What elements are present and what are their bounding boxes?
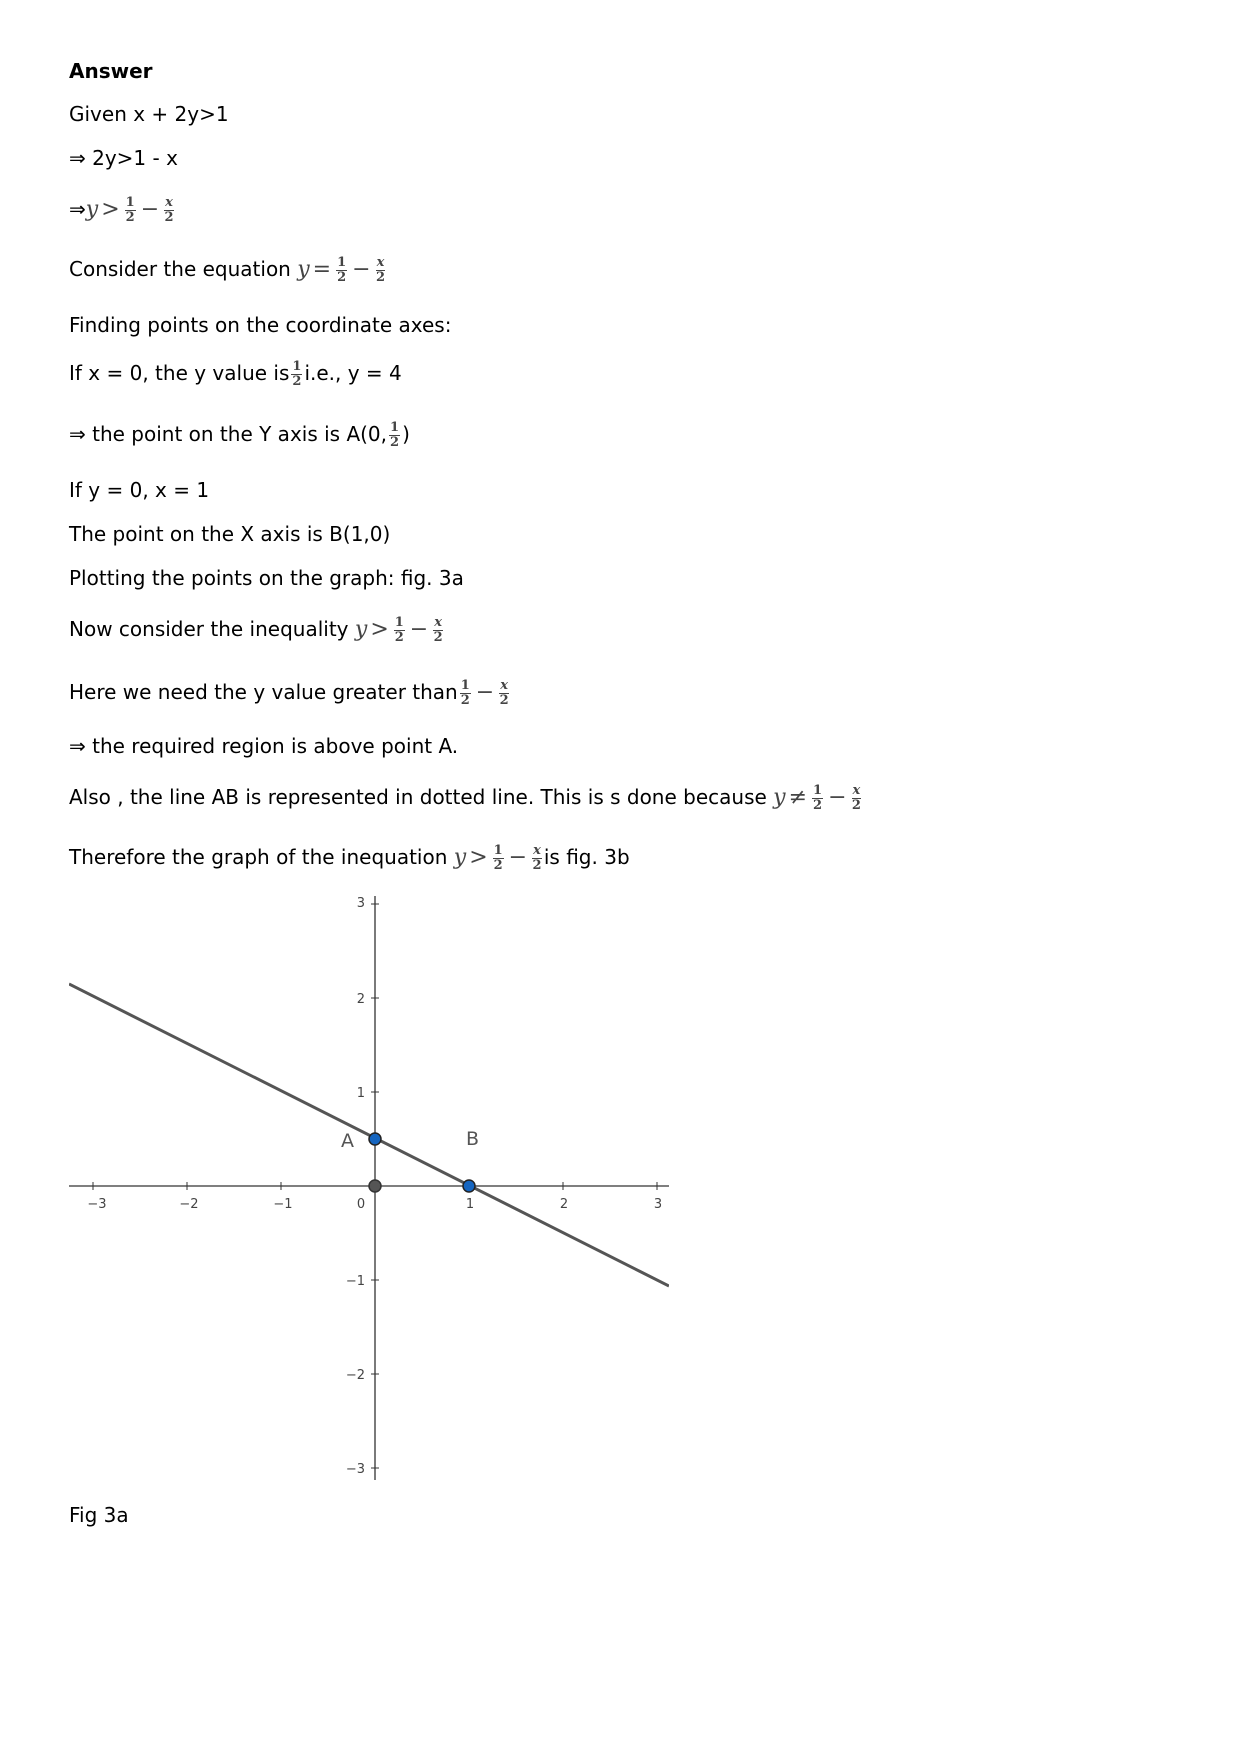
also-line [69, 784, 863, 813]
math-y: y [773, 785, 786, 810]
here-need-line [69, 679, 511, 708]
point-b [463, 1180, 475, 1192]
fraction-half: $\frac{1}{2}$ [394, 615, 404, 645]
fraction-x-half: $\frac{x}{2}$ [433, 615, 443, 645]
now-consider-text: Now consider the inequality [69, 617, 349, 641]
consider-text: Consider the equation [69, 257, 291, 281]
point-a [369, 1133, 381, 1145]
math-minus: − [508, 845, 528, 870]
origin-point [369, 1180, 381, 1192]
if-x0-line [69, 360, 402, 389]
fraction-x-half: $\frac{x}{2}$ [499, 678, 509, 708]
step1-line: ⇒ 2y>1 - x [69, 146, 178, 170]
if-y0-line: If y = 0, x = 1 [69, 478, 210, 502]
step2-arrow: ⇒ [69, 197, 86, 221]
point-b-label: B [466, 1128, 480, 1150]
fraction-half: $\frac{1}{2}$ [813, 783, 823, 813]
y-tick-label: −3 [345, 1462, 365, 1477]
x-tick-label: −1 [273, 1197, 293, 1212]
math-y: y [453, 845, 467, 870]
math-minus: − [828, 785, 847, 810]
y-tick-label: 3 [356, 896, 365, 911]
math-minus: − [140, 197, 160, 222]
consider-line [69, 256, 387, 285]
fig-3a-graph [69, 890, 669, 1490]
y-tick-label: 1 [356, 1086, 365, 1101]
therefore-line [69, 844, 630, 873]
x-tick-label: 0 [356, 1197, 366, 1212]
fraction-x-half: $\frac{x}{2}$ [851, 783, 861, 813]
also-text: Also , the line AB is represented in dotted line. This is s done because [69, 785, 767, 809]
x-tick-label: 2 [559, 1197, 569, 1212]
x-tick-label: −3 [87, 1197, 107, 1212]
fraction-half: $\frac{1}{2}$ [337, 255, 347, 285]
step2-line [69, 196, 176, 225]
y-tick-label: 2 [356, 992, 365, 1007]
now-consider-line [69, 616, 445, 645]
plotting-line: Plotting the points on the graph: fig. 3a [69, 566, 464, 590]
given-line: Given x + 2y>1 [69, 102, 229, 126]
fraction-half: $\frac{1}{2}$ [460, 678, 470, 708]
fraction-half: $\frac{1}{2}$ [292, 359, 302, 389]
fraction-half: $\frac{1}{2}$ [493, 843, 503, 873]
pointA-line [69, 421, 410, 450]
x-tick-label: 3 [653, 1197, 663, 1212]
finding-line: Finding points on the coordinate axes: [69, 313, 452, 337]
therefore-suffix: is fig. 3b [543, 845, 630, 869]
pointA-prefix: ⇒ the point on the Y axis is A(0, [69, 422, 388, 446]
math-minus: − [352, 257, 371, 282]
math-gt: > [101, 197, 120, 222]
pointA-suffix: ) [402, 422, 410, 446]
math-gt: > [469, 845, 488, 870]
fraction-half: $\frac{1}{2}$ [125, 195, 135, 225]
x-tick-label: −2 [179, 1197, 199, 1212]
math-minus: − [409, 617, 429, 642]
math-y: y [85, 197, 99, 222]
figure-caption: Fig 3a [69, 1503, 129, 1527]
required-line: ⇒ the required region is above point A. [69, 734, 459, 758]
fraction-x-half: $\frac{x}{2}$ [375, 255, 385, 285]
fraction-x-half: $\frac{x}{2}$ [532, 843, 542, 873]
math-neq: ≠ [788, 785, 808, 810]
if-x0-prefix: If x = 0, the y value is [69, 361, 290, 385]
y-tick-label: −2 [345, 1368, 365, 1383]
math-eq: = [312, 257, 332, 282]
fraction-half: $\frac{1}{2}$ [390, 420, 400, 450]
answer-heading: Answer [69, 59, 153, 83]
math-minus: − [475, 680, 495, 705]
point-a-label: A [341, 1130, 354, 1152]
line-ab [69, 984, 669, 1286]
fraction-x-half: $\frac{x}{2}$ [164, 195, 174, 225]
here-need-text: Here we need the y value greater than [69, 680, 458, 704]
math-gt: > [370, 617, 389, 642]
y-tick-label: −1 [345, 1274, 365, 1289]
pointB-line: The point on the X axis is B(1,0) [69, 522, 391, 546]
x-tick-label: 1 [465, 1197, 475, 1212]
math-y: y [297, 257, 310, 282]
if-x0-suffix: i.e., y = 4 [304, 361, 402, 385]
math-y: y [354, 617, 368, 642]
therefore-text: Therefore the graph of the inequation [69, 845, 448, 869]
